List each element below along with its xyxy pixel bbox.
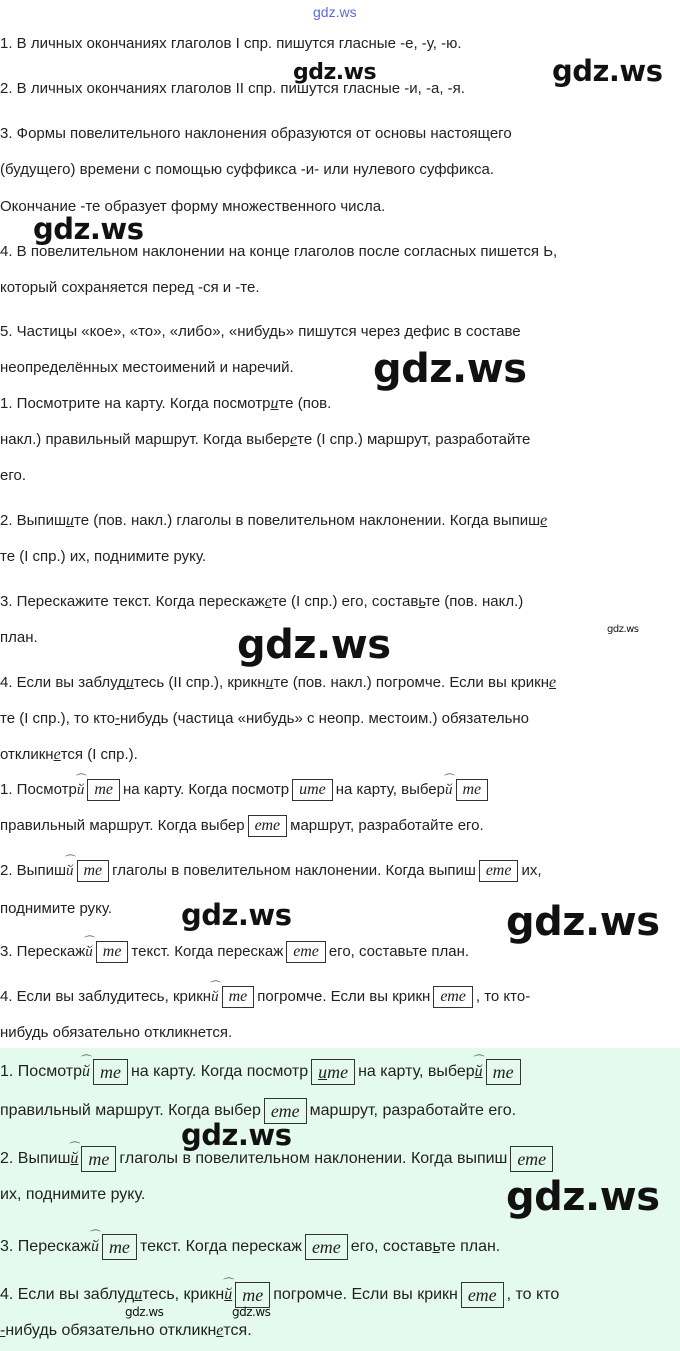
ex1-s3-line-1: 3. Перескажите текст. Когда перескажете (I спр.) его, составьте (пов. накл.) [0,593,524,610]
ex1-s2-line-1: 2. Выпишите (пов. накл.) глаголы в повелительном наклонении. Когда выпише [0,512,548,529]
ex3-s4-line-2: -нибудь обязательно откликнется. [0,1322,252,1339]
ex2-s2-line-1: 2. Выпиш⌒ й те глаголы в повелительном наклонении. Когда выпиш ете их, [0,860,542,882]
ex1-s1-line-2: накл.) правильный маршрут. Когда выберете (I спр.) маршрут, разработайте [0,431,531,448]
ex1-s4-line-1: 4. Если вы заблудитесь (II спр.), крикните (пов. накл.) погромче. Если вы крикне [0,674,557,691]
ex1-s1-line-1: 1. Посмотрите на карту. Когда посмотрите (пов. [0,395,332,412]
watermark: gdz.ws [181,898,292,932]
ex2-s2-line-2: поднимите руку. [0,900,113,917]
ex1-s4-line-3: откликнется (I спр.). [0,746,138,763]
watermark: gdz.ws [607,624,639,635]
ex2-s3-line-1: 3. Перескаж⌒ й те текст. Когда перескаж ете его, составьте план. [0,941,469,963]
watermark: gdz.ws [33,212,144,246]
watermark: gdz.ws [373,346,527,392]
watermark: gdz.ws [125,1305,164,1319]
rule-3-line-1: 3. Формы повелительного наклонения образуются от основы настоящего [0,125,512,142]
watermark: gdz.ws [181,1118,292,1152]
ex1-s2-line-2: те (I спр.) их, поднимите руку. [0,548,207,565]
ex1-s1-line-3: его. [0,467,26,484]
ex3-s1-line-1: 1. Посмотр⌒ й те на карту. Когда посмотр ите на карту, выбер⌒ й те [0,1059,524,1085]
rule-3-line-3: Окончание -те образует форму множественного числа. [0,198,386,215]
rule-5-line-2: неопределённых местоимений и наречий. [0,359,294,376]
ex1-s3-line-2: план. [0,629,38,646]
ex2-s4-line-2: нибудь обязательно откликнется. [0,1024,233,1041]
rule-2: 2. В личных окончаниях глаголов II спр. пишутся гласные -и, -а, -я. [0,80,465,97]
watermark: gdz.ws [506,899,660,945]
rule-4-line-1: 4. В повелительном наклонении на конце глаголов после согласных пишется Ь, [0,243,558,260]
ex3-s3-line-1: 3. Перескаж⌒ й те текст. Когда перескаж ете его, составьте план. [0,1234,500,1260]
rule-3-line-2: (будущего) времени с помощью суффикса -и- или нулевого суффикса. [0,161,494,178]
watermark: gdz.ws [293,60,377,85]
watermark: gdz.ws [237,622,391,668]
site-link[interactable]: gdz.ws [313,4,357,20]
ex3-s1-line-2: правильный маршрут. Когда выбер ете маршрут, разработайте его. [0,1098,516,1124]
rule-4-line-2: который сохраняется перед -ся и -те. [0,279,260,296]
ex3-s4-line-1: 4. Если вы заблудитесь, крикн⌒ й те погромче. Если вы крикн ете , то кто [0,1282,559,1308]
ex1-s4-line-2: те (I спр.), то кто-нибудь (частица «нибудь» с неопр. местоим.) обязательно [0,710,530,727]
watermark: gdz.ws [552,54,663,88]
ex3-s2-line-2: их, поднимите руку. [0,1186,146,1203]
watermark: gdz.ws [506,1174,660,1220]
ex2-s4-line-1: 4. Если вы заблудитесь, крикн⌒ й те погромче. Если вы крикн ете , то кто- [0,986,530,1008]
watermark: gdz.ws [232,1305,271,1319]
ex2-s1-line-2: правильный маршрут. Когда выбер ете маршрут, разработайте его. [0,815,484,837]
ex2-s1-line-1: 1. Посмотр⌒ й те на карту. Когда посмотр ите на карту, выбер⌒ й те [0,779,491,801]
rule-1: 1. В личных окончаниях глаголов I спр. пишутся гласные -е, -у, -ю. [0,35,462,52]
rule-5-line-1: 5. Частицы «кое», «то», «либо», «нибудь» пишутся через дефис в составе [0,323,521,340]
ex3-s2-line-1: 2. Выпиш⌒ й те глаголы в повелительном наклонении. Когда выпиш ете [0,1146,556,1172]
